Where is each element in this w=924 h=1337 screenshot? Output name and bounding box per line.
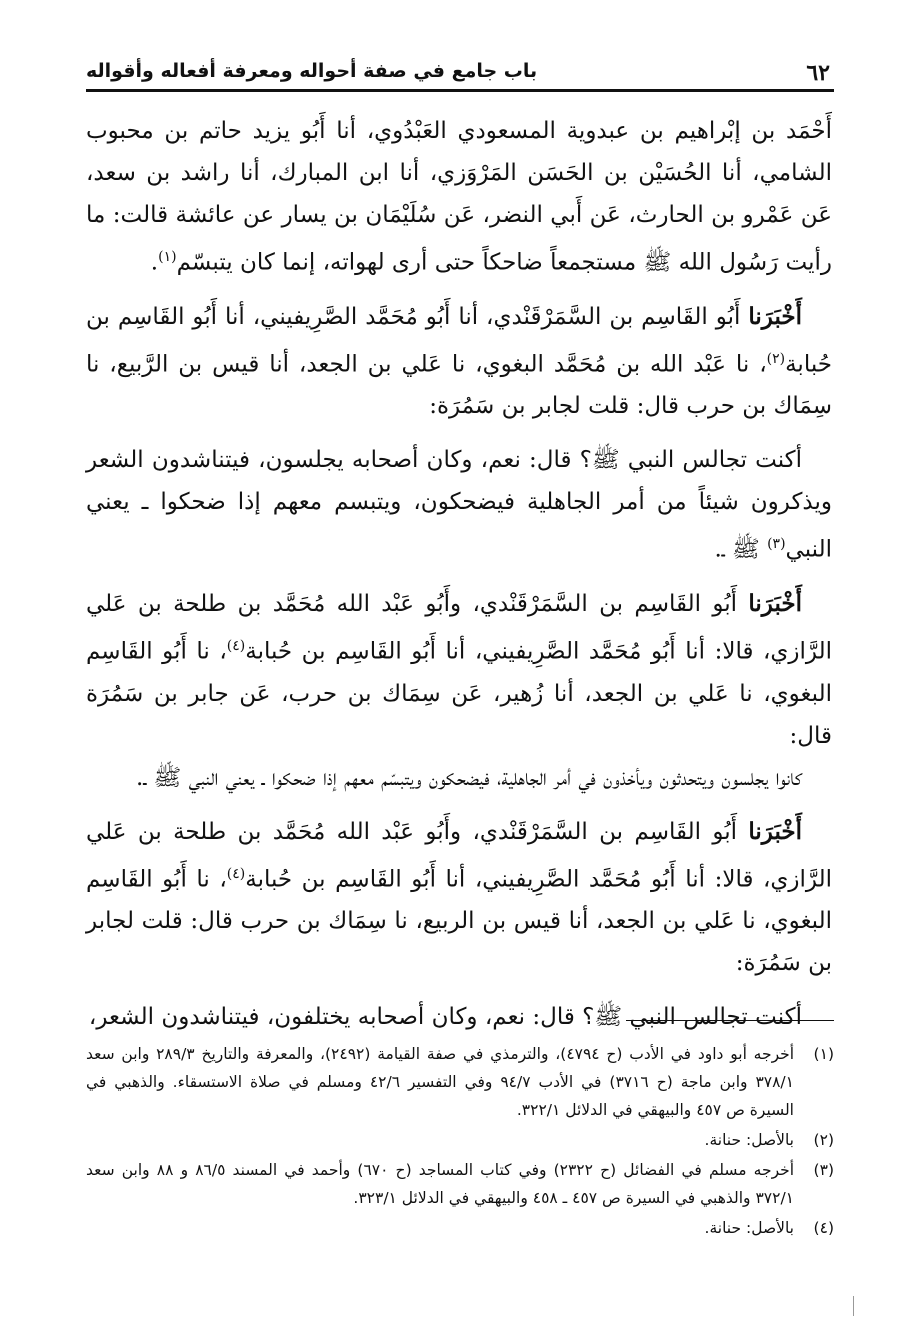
paragraph-2-text-b: ، نا عَبْد الله بن مُحَمَّد البغوي، نا عَلي بن الجعد، أنا قيس بن الرَّبيع، نا سِمَاك بن حرب قال: قلت لجابر بن سَمُرَة: bbox=[86, 351, 832, 420]
footnote-ref-3: (٣) bbox=[767, 536, 786, 553]
chapter-title: باب جامع في صفة أحواله ومعرفة أفعاله وأقواله bbox=[86, 60, 538, 82]
main-text bbox=[86, 110, 832, 1038]
footnote-3 bbox=[86, 1156, 834, 1212]
footnote-text: بالأصل: حنانة. bbox=[704, 1131, 794, 1149]
paragraph-4-text-b: ، نا أَبُو القَاسِم البغوي، نا عَلي بن الجعد، أنا زُهير، عَن سِمَاك بن حرب، عَن جابر بن سَمُرَة قال: bbox=[86, 638, 832, 749]
paragraph-1-end: . bbox=[150, 249, 159, 276]
footnote-separator bbox=[626, 1020, 834, 1021]
paragraph-4 bbox=[86, 583, 832, 757]
footnote-number: (٣) bbox=[813, 1161, 834, 1179]
footnote-text: أخرجه أبو داود في الأدب (ح ٤٧٩٤)، والترمذي في صفة القيامة (٢٤٩٢)، والمعرفة والتاريخ ٢٨٩/٣ وابن سعد ٣٧٨/١ وابن ماجة (ح ٣٧١٦) في الأدب ٩٤/٧ وفي التفسير ٤٢/٦ ومسلم في صلاة الاستسقاء. والذهبي في السيرة ص ٤٥٧ والبيهقي في الدلائل ٣٢٢/١. bbox=[86, 1045, 795, 1119]
page-number: ٦٢ bbox=[806, 60, 830, 86]
footnote-4 bbox=[86, 1214, 834, 1242]
paragraph-7-text: أكنت تجالس النبي ﷺ؟ قال: نعم، وكان أصحابه يختلفون، فيتناشدون الشعر، bbox=[88, 1004, 802, 1031]
header-rule bbox=[86, 89, 834, 92]
footnotes bbox=[86, 1040, 834, 1244]
paragraph-6 bbox=[86, 811, 832, 985]
paragraph-2-text-a: أَبُو القَاسِم بن السَّمَرْقَنْدي، أنا أَبُو مُحَمَّد الصَّرِيفيني، أنا أَبُو القَاسِم بن حُبابة bbox=[86, 303, 832, 378]
paragraph-3-end: ﷺ ـ. bbox=[714, 536, 768, 563]
paragraph-6-text-b: ، نا أَبُو القَاسِم البغوي، نا عَلي بن الجعد، أنا قيس بن الربيع، نا سِمَاك بن حرب قال: قلت لجابر بن سَمُرَة: bbox=[86, 866, 832, 977]
paragraph-7 bbox=[86, 996, 832, 1038]
paragraph-5-text: كانوا يجلسون ويتحدثون ويأخذون في أمر الجاهلية، فيضحكون ويتبسّم معهم إذا ضحكوا ـ يعني النبي ﷺ ـ. bbox=[136, 764, 802, 791]
akhbarana-lead: أَخْبَرَنا bbox=[748, 302, 802, 330]
footnote-number: (٤) bbox=[813, 1219, 834, 1237]
paragraph-1-text: أَحْمَد بن إبْراهيم بن عبدوية المسعودي العَبْدُوي، أنا أَبُو يزيد حاتم بن محبوب الشامي، أنا الحُسَيْن بن الحَسَن المَرْوَزي، أنا ابن المبارك، أنا راشد بن سعد، عَن عَمْرو بن الحارث، عَن أَبي النضر، عَن سُلَيْمَان بن يسار عن عائشة قالت: ما رأيت رَسُول الله ﷺ مستجمعاً ضاحكاً حتى أرى لهواته، إنما كان يتبسّم bbox=[86, 118, 832, 276]
paragraph-6-text-a: أَبُو القَاسِم بن السَّمَرْقَنْدي، وأَبُو عَبْد الله مُحَمَّد بن طلحة بن عَلي الرَّازي، قالا: أنا أَبُو مُحَمَّد الصَّرِيفيني، أنا أَبُو القَاسِم بن حُبابة bbox=[86, 818, 832, 893]
footnote-ref-1: (١) bbox=[158, 249, 177, 265]
footnote-1 bbox=[86, 1040, 834, 1124]
footnote-ref-2: (٢) bbox=[766, 350, 786, 367]
footnote-text: أخرجه مسلم في الفضائل (ح ٢٣٢٢) وفي كتاب المساجد (ح ٦٧٠) وأحمد في المسند ٨٦/٥ و ٨٨ وابن سعد ٣٧٢/١ والذهبي في السيرة ص ٤٥٧ ـ ٤٥٨ والبيهقي في الدلائل ٣٢٣/١. bbox=[86, 1161, 795, 1207]
paragraph-5 bbox=[86, 757, 832, 799]
akhbarana-lead: أَخْبَرَنا bbox=[748, 589, 802, 617]
akhbarana-lead: أَخْبَرَنا bbox=[748, 817, 802, 845]
running-header bbox=[86, 52, 834, 92]
footnote-number: (٢) bbox=[813, 1131, 834, 1149]
footnote-number: (١) bbox=[813, 1045, 834, 1063]
margin-mark bbox=[853, 1296, 854, 1316]
footnote-ref-4b: (٤) bbox=[226, 865, 246, 882]
paragraph-3-text: أكنت تجالس النبي ﷺ؟ قال: نعم، وكان أصحابه يجلسون، فيتناشدون الشعر ويذكرون شيئاً من أمر الجاهلية فيضحكون، ويتبسم معهم إذا ضحكوا ـ يعني النبي bbox=[86, 447, 832, 563]
footnote-ref-4: (٤) bbox=[226, 637, 246, 654]
paragraph-2 bbox=[86, 296, 832, 428]
footnote-text: بالأصل: حنانة. bbox=[704, 1219, 794, 1237]
paragraph-4-text-a: أَبُو القَاسِم بن السَّمَرْقَنْدي، وأَبُو عَبْد الله مُحَمَّد بن طلحة بن عَلي الرَّازي، قالا: أنا أَبُو مُحَمَّد الصَّرِيفيني، أنا أَبُو القَاسِم بن حُبابة bbox=[86, 590, 832, 665]
footnote-2 bbox=[86, 1126, 834, 1154]
paragraph-3 bbox=[86, 439, 832, 571]
paragraph-1 bbox=[86, 110, 832, 284]
